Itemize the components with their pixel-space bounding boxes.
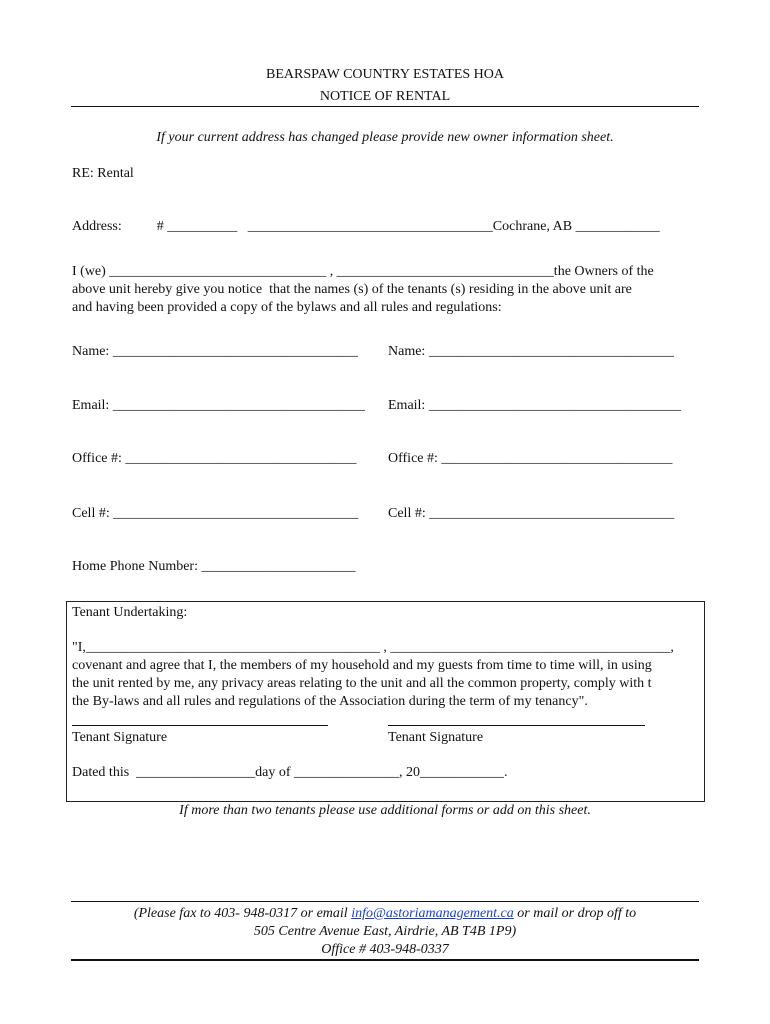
- tenant2-office-field[interactable]: Office #: _________________________________: [388, 451, 673, 466]
- signature-label-right: Tenant Signature: [388, 730, 484, 745]
- owners-line-3: and having been provided a copy of the bylaws and all rules and regulations:: [72, 300, 502, 315]
- re-line: RE: Rental: [72, 166, 134, 181]
- footer-fax-text: (Please fax to 403- 948-0317 or email: [133, 906, 352, 921]
- tenant1-cell-field[interactable]: Cell #: ___________________________________: [72, 506, 359, 521]
- home-phone-field[interactable]: Home Phone Number: ______________________: [72, 559, 356, 574]
- signature-label-left: Tenant Signature: [72, 730, 168, 745]
- footer-contact-line: [0, 905, 770, 923]
- dated-field[interactable]: Dated this _________________day of _______________, 20____________.: [72, 765, 508, 780]
- footer-office-phone: Office # 403-948-0337: [321, 942, 449, 957]
- tenant1-office-field[interactable]: Office #: _________________________________: [72, 451, 357, 466]
- tenant1-email-field[interactable]: Email: ____________________________________: [72, 398, 365, 413]
- address-field[interactable]: Address: # __________ ___________________________________Cochrane, AB ____________: [72, 219, 660, 234]
- tenant1-name-field[interactable]: Name: ___________________________________: [72, 344, 358, 359]
- owners-line-2: above unit hereby give you notice that the names (s) of the tenants (s) residing in the above unit are: [72, 282, 632, 297]
- tenant2-cell-field[interactable]: Cell #: ___________________________________: [388, 506, 675, 521]
- undertaking-text-2: the unit rented by me, any privacy areas relating to the unit and all the common property, comply with t: [72, 676, 652, 691]
- footer-divider-bottom: [71, 959, 699, 961]
- page-title: NOTICE OF RENTAL: [319, 89, 451, 104]
- additional-tenants-note: If more than two tenants please use additional forms or add on this sheet.: [179, 803, 591, 818]
- undertaking-text-3: the By-laws and all rules and regulations of the Association during the term of my tenancy".: [72, 694, 588, 709]
- tenant2-email-field[interactable]: Email: ____________________________________: [388, 398, 681, 413]
- undertaking-names-field[interactable]: "I,__________________________________________ , ________________________________________,: [72, 640, 674, 655]
- undertaking-heading: Tenant Undertaking:: [72, 605, 188, 620]
- header-divider: [71, 106, 699, 107]
- org-name: BEARSPAW COUNTRY ESTATES HOA: [266, 67, 504, 82]
- footer-mail-text: or mail or drop off to: [513, 906, 637, 921]
- undertaking-text-1: covenant and agree that I, the members of my household and my guests from time to time will, in using: [72, 658, 652, 673]
- tenant2-name-field[interactable]: Name: ___________________________________: [388, 344, 674, 359]
- signature-line-left[interactable]: [72, 725, 328, 726]
- owners-line-1[interactable]: I (we) _______________________________ , _______________________________the Owners of the: [72, 264, 654, 279]
- signature-line-right[interactable]: [388, 725, 645, 726]
- footer-email-link[interactable]: info@astoriamanagement.ca: [351, 906, 514, 921]
- footer-divider-top: [71, 901, 699, 902]
- address-change-notice: If your current address has changed please provide new owner information sheet.: [156, 130, 614, 145]
- footer-address: 505 Centre Avenue East, Airdrie, AB T4B 1P9): [253, 924, 517, 939]
